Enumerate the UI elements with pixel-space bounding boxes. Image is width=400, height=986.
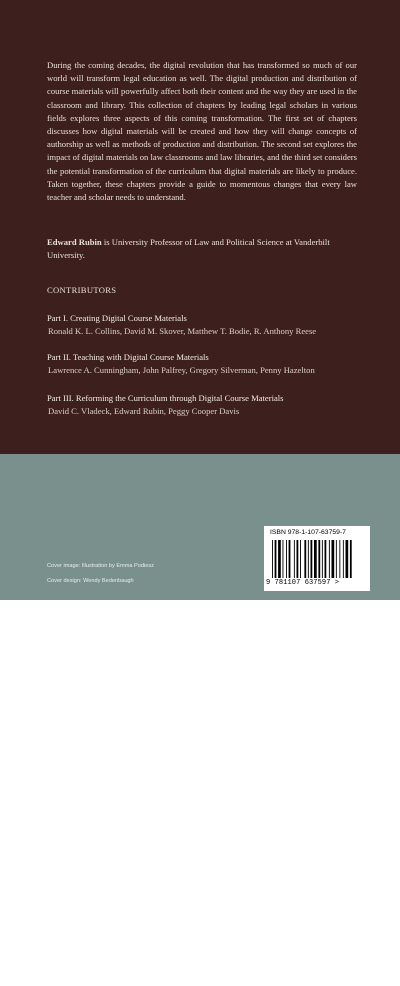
publisher-name-line1: CAMBRIDGE bbox=[265, 940, 357, 955]
part-contributors: David C. Vladeck, Edward Rubin, Peggy Cooper Davis bbox=[48, 405, 240, 416]
part-contributors: Ronald K. L. Collins, David M. Skover, Matthew T. Bodie, R. Anthony Reese bbox=[48, 325, 317, 336]
barcode-bars bbox=[272, 540, 362, 578]
author-name: Edward Rubin bbox=[47, 237, 102, 247]
author-bio bbox=[47, 236, 357, 262]
publisher-url: www.cambridge.org bbox=[275, 977, 334, 985]
author-bio-text: is University Professor of Law and Political Science at Vanderbilt University. bbox=[47, 237, 330, 261]
part-title: Part I. Creating Digital Course Materials bbox=[47, 313, 187, 323]
contributors-heading: CONTRIBUTORS bbox=[47, 285, 117, 295]
isbn: ISBN 978-1-107-63759-7 bbox=[270, 529, 346, 536]
publisher-logo bbox=[265, 941, 367, 986]
cover-image-credit: Cover image: Illustration by Emma Podiesz bbox=[47, 563, 154, 569]
part-title: Part III. Reforming the Curriculum through Digital Course Materials bbox=[47, 393, 284, 403]
text-panel bbox=[0, 0, 400, 454]
part-title: Part II. Teaching with Digital Course Materials bbox=[47, 352, 209, 362]
cover-design-credit: Cover design: Wendy Bedenbaugh bbox=[47, 578, 134, 584]
contributor-part bbox=[47, 312, 367, 337]
publisher-name-line2: UNIVERSITY PRESS bbox=[275, 954, 336, 975]
contributor-part bbox=[47, 351, 367, 376]
barcode bbox=[264, 526, 370, 591]
contributor-part bbox=[47, 392, 367, 417]
barcode-number: 9 781107 637597 > bbox=[266, 579, 340, 587]
book-description: During the coming decades, the digital revolution that has transformed so much of our world will transform legal education as well. The digital production and distribution of course materials will powerfully affect both their content and the way they are used in the classroom and library. This collection of chapters by leading legal scholars in various fields explores three aspects of this coming transformation. The first set of chapters discusses how digital materials will be created and how they will change concepts of authorship as well as methods of production and distribution. The second set explores the impact of digital materials on law classrooms and law libraries, and the third set considers the potential transformation of the curriculum that digital materials are likely to produce. Taken together, these chapters provide a guide to momentous changes that every law teacher and scholar needs to understand. bbox=[47, 60, 357, 203]
part-contributors: Lawrence A. Cunningham, John Palfrey, Gregory Silverman, Penny Hazelton bbox=[48, 364, 315, 375]
